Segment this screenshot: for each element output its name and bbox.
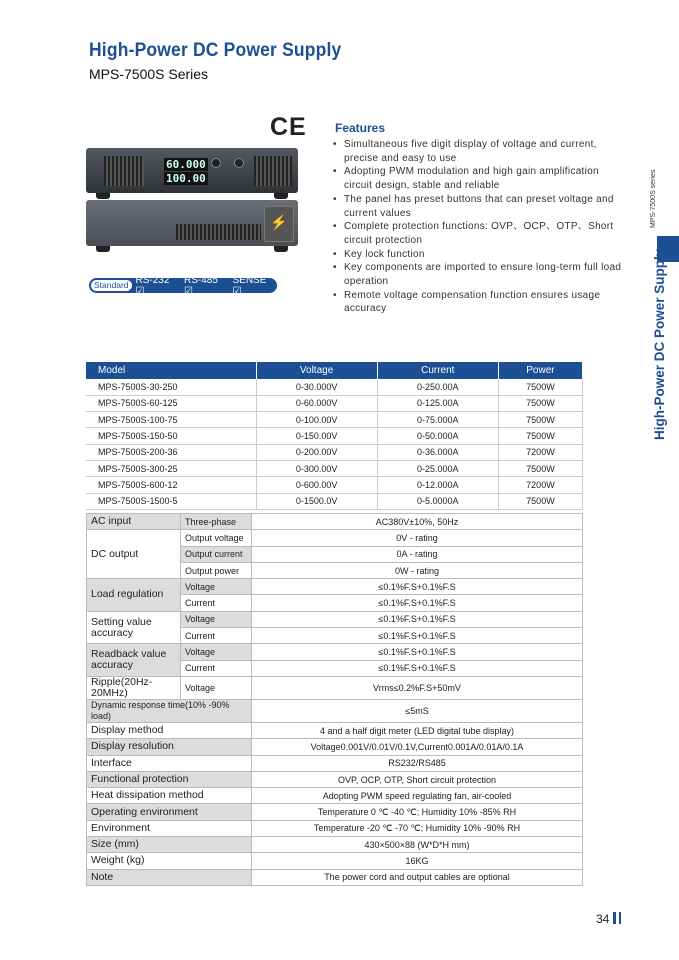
table-row bbox=[86, 379, 583, 395]
product-rear-panel-image bbox=[86, 200, 298, 246]
column-header: Voltage bbox=[256, 362, 377, 379]
table-cell: 0-25.000A bbox=[377, 460, 498, 476]
spec-value: ≤0.1%F.S+0.1%F.S bbox=[252, 579, 583, 595]
spec-label: Load regulation bbox=[87, 579, 181, 612]
standard-interfaces-bar bbox=[89, 274, 277, 297]
feature-item: • Complete protection functions: OVP、OCP、OTP、Short circuit protection bbox=[335, 220, 625, 247]
page-title: High-Power DC Power Supply bbox=[89, 40, 342, 61]
spec-value: Voltage0.001V/0.01V/0.1V,Current0.001A/0.01A/0.1A bbox=[252, 739, 583, 755]
column-header: Power bbox=[498, 362, 582, 379]
spec-value: 4 and a half digit meter (LED digital tube display) bbox=[252, 722, 583, 738]
spec-row bbox=[87, 869, 583, 885]
spec-sublabel: Three-phase bbox=[181, 514, 252, 530]
spec-label: Weight (kg) bbox=[87, 853, 252, 869]
table-cell: 7500W bbox=[498, 460, 582, 476]
sidebar-title: High-Power DC Power Supply bbox=[652, 248, 667, 440]
table-cell: 7500W bbox=[498, 428, 582, 444]
table-row bbox=[86, 460, 583, 476]
spec-sublabel: Output current bbox=[181, 546, 252, 562]
spec-value: ≤0.1%F.S+0.1%F.S bbox=[252, 595, 583, 611]
foot bbox=[96, 246, 110, 252]
spec-row bbox=[87, 611, 583, 627]
feature-item: • Key lock function bbox=[335, 248, 625, 262]
table-cell: 0-50.000A bbox=[377, 428, 498, 444]
table-cell: 0-36.000A bbox=[377, 444, 498, 460]
spec-label: Operating environment bbox=[87, 804, 252, 820]
foot bbox=[96, 193, 110, 199]
spec-sublabel: Voltage bbox=[181, 611, 252, 627]
spec-label: Display resolution bbox=[87, 739, 252, 755]
table-cell: MPS-7500S-200-36 bbox=[86, 444, 256, 460]
spec-value: AC380V±10%, 50Hz bbox=[252, 514, 583, 530]
spec-label: Ripple(20Hz-20MHz) bbox=[87, 676, 181, 699]
interface-rs485: RS-485 ☑ bbox=[184, 274, 218, 297]
spec-row bbox=[87, 699, 583, 722]
knob bbox=[211, 158, 221, 168]
spec-row bbox=[87, 853, 583, 869]
vent bbox=[176, 224, 261, 240]
interface-sense: SENSE ☑ bbox=[232, 274, 267, 297]
spec-sublabel: Voltage bbox=[181, 644, 252, 660]
features-list bbox=[335, 138, 625, 316]
spec-value: OVP, OCP, OTP, Short circuit protection bbox=[252, 771, 583, 787]
spec-value: Adopting PWM speed regulating fan, air-cooled bbox=[252, 788, 583, 804]
table-cell: 0-12.000A bbox=[377, 477, 498, 493]
page-subtitle: MPS-7500S Series bbox=[89, 66, 209, 82]
spec-sublabel: Voltage bbox=[181, 676, 252, 699]
table-cell: 7500W bbox=[498, 412, 582, 428]
table-cell: MPS-7500S-100-75 bbox=[86, 412, 256, 428]
specifications-table bbox=[86, 513, 583, 886]
spec-value: 0A - rating bbox=[252, 546, 583, 562]
spec-row bbox=[87, 771, 583, 787]
knob bbox=[234, 158, 244, 168]
table-cell: 0-1500.0V bbox=[256, 493, 377, 509]
spec-row bbox=[87, 837, 583, 853]
spec-row bbox=[87, 644, 583, 660]
spec-row bbox=[87, 514, 583, 530]
spec-sublabel: Output power bbox=[181, 562, 252, 578]
table-cell: MPS-7500S-60-125 bbox=[86, 395, 256, 411]
vent bbox=[104, 156, 144, 186]
column-header: Current bbox=[377, 362, 498, 379]
spec-sublabel: Current bbox=[181, 595, 252, 611]
spec-row bbox=[87, 788, 583, 804]
feature-item: • Simultaneous five digit display of voltage and current, precise and easy to use bbox=[335, 138, 625, 165]
feature-item: • Key components are imported to ensure long-term full load operation bbox=[335, 261, 625, 288]
vent bbox=[254, 156, 292, 186]
ce-mark-logo: C E bbox=[270, 113, 304, 141]
table-cell: 0-5.0000A bbox=[377, 493, 498, 509]
spec-label: Functional protection bbox=[87, 771, 252, 787]
warning-icon: ⚡ bbox=[264, 206, 294, 242]
spec-sublabel: Voltage bbox=[181, 579, 252, 595]
table-cell: 0-600.00V bbox=[256, 477, 377, 493]
table-cell: 0-30.000V bbox=[256, 379, 377, 395]
table-cell: 7500W bbox=[498, 493, 582, 509]
table-cell: 0-200.00V bbox=[256, 444, 377, 460]
spec-row bbox=[87, 579, 583, 595]
page-number: 34 bbox=[596, 912, 616, 926]
table-row bbox=[86, 395, 583, 411]
spec-label: Size (mm) bbox=[87, 837, 252, 853]
spec-value: Temperature 0 ℃ -40 ℃; Humidity 10% -85% RH bbox=[252, 804, 583, 820]
feature-item: • Remote voltage compensation function ensures usage accuracy bbox=[335, 289, 625, 316]
spec-value: ≤0.1%F.S+0.1%F.S bbox=[252, 628, 583, 644]
spec-value: RS232/RS485 bbox=[252, 755, 583, 771]
table-cell: 0-250.00A bbox=[377, 379, 498, 395]
spec-row bbox=[87, 722, 583, 738]
spec-label: Readback value accuracy bbox=[87, 644, 181, 677]
sidebar-series-label: MPS-7500S series bbox=[650, 169, 657, 228]
spec-label: Note bbox=[87, 869, 252, 885]
spec-row bbox=[87, 755, 583, 771]
spec-label: AC input bbox=[87, 514, 181, 530]
interface-rs232: RS-232 ☑ bbox=[135, 274, 170, 297]
spec-value: The power cord and output cables are optional bbox=[252, 869, 583, 885]
foot bbox=[274, 193, 288, 199]
spec-value: 16KG bbox=[252, 853, 583, 869]
foot bbox=[274, 246, 288, 252]
product-front-panel-image bbox=[86, 148, 298, 193]
spec-value: 0W - rating bbox=[252, 562, 583, 578]
spec-sublabel: Current bbox=[181, 628, 252, 644]
spec-row bbox=[87, 676, 583, 699]
column-header: Model bbox=[86, 362, 256, 379]
spec-value: 0V - rating bbox=[252, 530, 583, 546]
features-section bbox=[335, 121, 625, 316]
table-row bbox=[86, 444, 583, 460]
spec-row bbox=[87, 804, 583, 820]
current-display: 100.00 bbox=[166, 172, 206, 185]
spec-value: ≤0.1%F.S+0.1%F.S bbox=[252, 660, 583, 676]
spec-value: ≤0.1%F.S+0.1%F.S bbox=[252, 644, 583, 660]
table-cell: 7200W bbox=[498, 477, 582, 493]
spec-value: ≤5mS bbox=[252, 699, 583, 722]
feature-item: • Adopting PWM modulation and high gain amplification circuit design, stable and reliable bbox=[335, 165, 625, 192]
spec-label: Environment bbox=[87, 820, 252, 836]
spec-label: Dynamic response time(10% -90% load) bbox=[87, 699, 252, 722]
table-cell: MPS-7500S-300-25 bbox=[86, 460, 256, 476]
spec-label: Interface bbox=[87, 755, 252, 771]
table-cell: 0-300.00V bbox=[256, 460, 377, 476]
table-cell: 7500W bbox=[498, 379, 582, 395]
spec-value: Temperature -20 ℃ -70 ℃; Humidity 10% -90% RH bbox=[252, 820, 583, 836]
table-cell: 0-125.00A bbox=[377, 395, 498, 411]
spec-row bbox=[87, 530, 583, 546]
table-row bbox=[86, 477, 583, 493]
table-cell: 0-60.000V bbox=[256, 395, 377, 411]
table-cell: 0-150.00V bbox=[256, 428, 377, 444]
table-cell: MPS-7500S-150-50 bbox=[86, 428, 256, 444]
spec-row bbox=[87, 820, 583, 836]
table-row bbox=[86, 428, 583, 444]
spec-value: ≤0.1%F.S+0.1%F.S bbox=[252, 611, 583, 627]
spec-label: Display method bbox=[87, 722, 252, 738]
models-table bbox=[86, 362, 583, 510]
table-cell: 0-100.00V bbox=[256, 412, 377, 428]
spec-value: 430×500×88 (W*D*H mm) bbox=[252, 837, 583, 853]
table-row bbox=[86, 412, 583, 428]
standard-badge: Standard bbox=[91, 280, 132, 291]
spec-label: Heat dissipation method bbox=[87, 788, 252, 804]
table-cell: 7500W bbox=[498, 395, 582, 411]
spec-value: Vrms≤0.2%F.S+50mV bbox=[252, 676, 583, 699]
table-cell: 0-75.000A bbox=[377, 412, 498, 428]
table-cell: MPS-7500S-600-12 bbox=[86, 477, 256, 493]
spec-sublabel: Current bbox=[181, 660, 252, 676]
table-cell: MPS-7500S-1500-5 bbox=[86, 493, 256, 509]
spec-row bbox=[87, 739, 583, 755]
spec-label: Setting value accuracy bbox=[87, 611, 181, 644]
features-heading: Features bbox=[335, 121, 386, 135]
spec-label: DC output bbox=[87, 530, 181, 579]
table-cell: MPS-7500S-30-250 bbox=[86, 379, 256, 395]
spec-sublabel: Output voltage bbox=[181, 530, 252, 546]
voltage-display: 60.000 bbox=[166, 158, 206, 171]
table-row bbox=[86, 493, 583, 509]
table-cell: 7200W bbox=[498, 444, 582, 460]
feature-item: • The panel has preset buttons that can preset voltage and current values bbox=[335, 193, 625, 220]
